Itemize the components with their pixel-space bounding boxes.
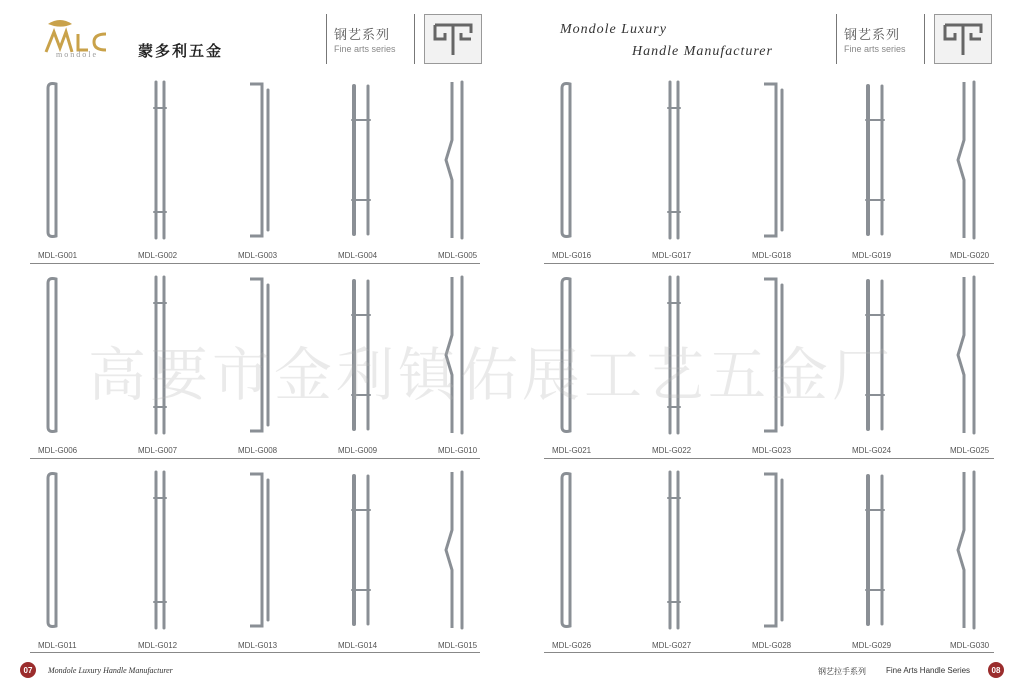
watermark-text: 高要市金利镇佑展工艺五金厂 [88,341,895,409]
product-code-label: MDL-G027 [652,641,692,650]
product-code-label: MDL-G011 [38,641,77,650]
header-divider [924,14,925,64]
handle-illustration [752,80,812,240]
handle-illustration [752,470,812,630]
handle-illustration [438,470,498,630]
handle-illustration [138,80,198,240]
handle-illustration [38,80,98,240]
tagline-line-1: Mondole Luxury [560,22,667,37]
product-code-label: MDL-G005 [438,251,478,260]
fretwork-emblem-icon [935,15,991,63]
product-code-label: MDL-G030 [950,641,990,650]
product-code-label: MDL-G018 [752,251,792,260]
brand-logo [40,14,122,60]
fretwork-emblem-left [424,14,482,64]
product-code-label: MDL-G015 [438,641,478,650]
row-divider [544,458,994,459]
product-code-label: MDL-G006 [38,446,78,455]
product-code-label: MDL-G024 [852,446,892,455]
row-divider [544,263,994,264]
header-divider [326,14,327,64]
fretwork-emblem-icon [425,15,481,63]
page-number-right: 08 [988,662,1004,678]
handle-illustration [852,470,912,630]
series-subtitle-left: Fine arts series [334,44,396,54]
handle-illustration [438,80,498,240]
header-divider [414,14,415,64]
product-code-label: MDL-G028 [752,641,792,650]
row-divider [30,263,480,264]
handle-illustration [338,80,398,240]
handle-illustration [852,80,912,240]
tagline-line-2: Handle Manufacturer [632,44,773,59]
handle-illustration [338,470,398,630]
product-code-label: MDL-G017 [652,251,692,260]
row-divider [544,652,994,653]
handle-illustration [552,470,612,630]
product-code-label: MDL-G008 [238,446,278,455]
product-code-label: MDL-G029 [852,641,892,650]
handle-illustration [950,80,1010,240]
handle-illustration [950,275,1010,435]
product-code-label: MDL-G014 [338,641,378,650]
handle-illustration [38,470,98,630]
page-number-left: 07 [20,662,36,678]
handle-illustration [552,80,612,240]
product-code-label: MDL-G010 [438,446,478,455]
row-divider [30,652,480,653]
product-code-label: MDL-G003 [238,251,278,260]
footer-series-english: Fine Arts Handle Series [886,666,971,675]
series-title-right: 钢艺系列 [844,28,901,43]
product-code-label: MDL-G009 [338,446,378,455]
handle-illustration [652,80,712,240]
handle-illustration [138,470,198,630]
product-code-label: MDL-G019 [852,251,892,260]
product-code-label: MDL-G001 [38,251,78,260]
brand-chinese-name: 蒙多利五金 [138,42,224,60]
product-code-label: MDL-G012 [138,641,178,650]
handle-illustration [238,470,298,630]
handle-illustration [238,80,298,240]
product-code-label: MDL-G002 [138,251,178,260]
footer-tagline: Mondole Luxury Handle Manufacturer [48,666,173,675]
footer-series-chinese: 钢艺拉手系列 [818,667,866,676]
product-code-label: MDL-G007 [138,446,178,455]
product-code-label: MDL-G021 [552,446,592,455]
series-title-left: 钢艺系列 [334,28,391,43]
fretwork-emblem-right [934,14,992,64]
brand-english-name: mondole [56,50,98,59]
row-divider [30,458,480,459]
series-subtitle-right: Fine arts series [844,44,906,54]
product-code-label: MDL-G013 [238,641,278,650]
product-code-label: MDL-G016 [552,251,592,260]
product-code-label: MDL-G026 [552,641,592,650]
handle-illustration [950,470,1010,630]
handle-illustration [652,470,712,630]
header-divider [836,14,837,64]
product-code-label: MDL-G023 [752,446,792,455]
product-code-label: MDL-G020 [950,251,990,260]
product-code-label: MDL-G004 [338,251,378,260]
product-code-label: MDL-G025 [950,446,990,455]
product-code-label: MDL-G022 [652,446,692,455]
